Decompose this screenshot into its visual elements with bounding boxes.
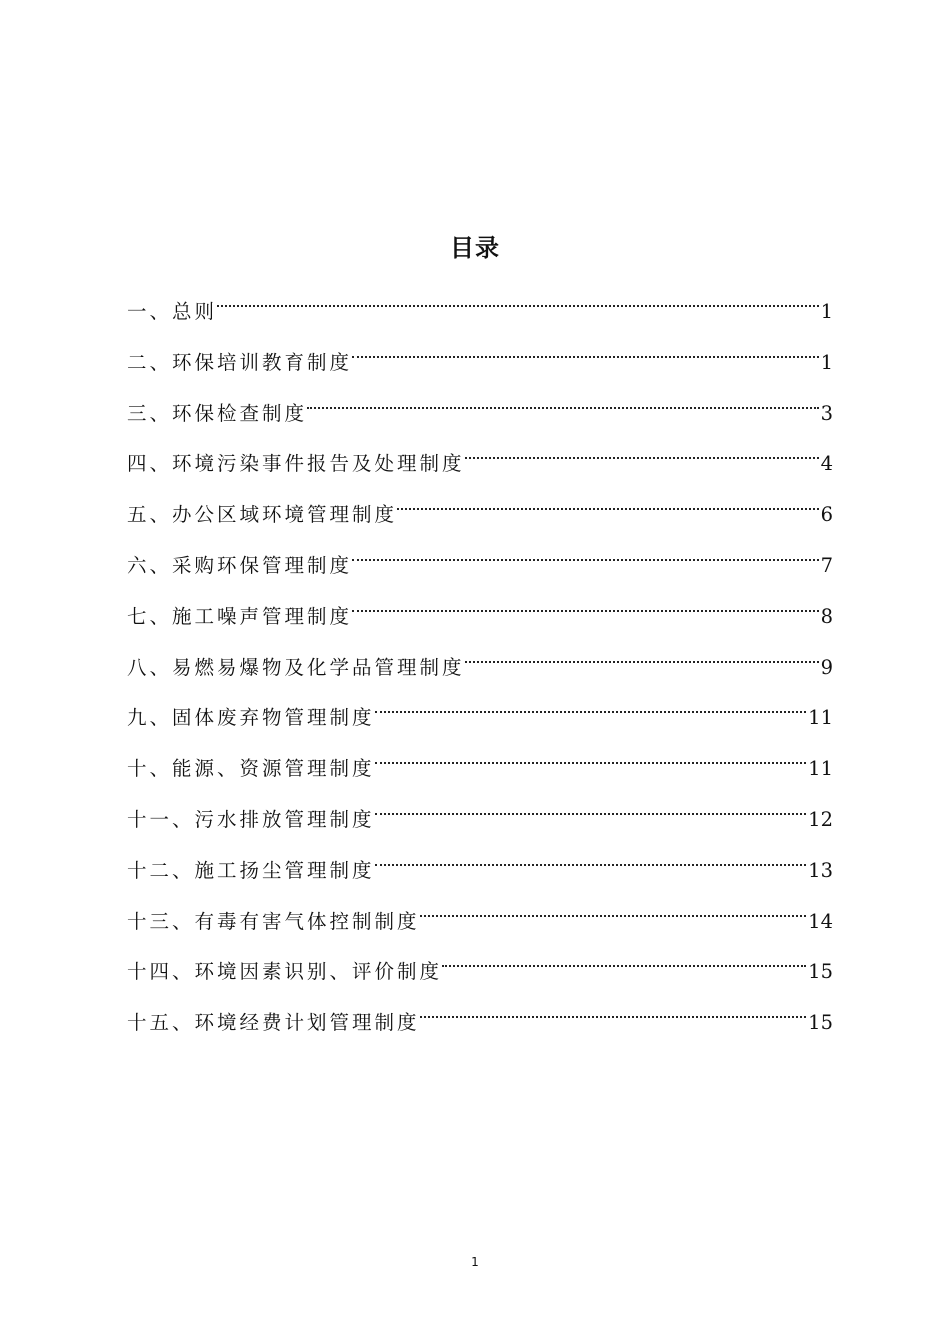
toc-entry[interactable] bbox=[127, 888, 833, 939]
toc-entry[interactable] bbox=[127, 786, 833, 837]
toc-entry[interactable] bbox=[127, 532, 833, 583]
toc-entry-page: 11 bbox=[808, 706, 833, 730]
toc-entry-label: 十二、施工扬尘管理制度 bbox=[127, 858, 375, 882]
toc-dot-leader bbox=[307, 380, 819, 420]
toc-entry[interactable] bbox=[127, 837, 833, 888]
toc-entry[interactable] bbox=[127, 430, 833, 481]
toc-entry-page: 15 bbox=[808, 1011, 833, 1035]
toc-entry-label: 八、易燃易爆物及化学品管理制度 bbox=[127, 655, 465, 679]
toc-entry[interactable] bbox=[127, 583, 833, 634]
toc-dot-leader bbox=[375, 786, 807, 826]
toc-entry-page: 4 bbox=[820, 452, 833, 476]
toc-entry-label: 十一、污水排放管理制度 bbox=[127, 807, 375, 831]
toc-entry-label: 一、总则 bbox=[127, 300, 218, 323]
toc-entry[interactable] bbox=[127, 735, 833, 786]
toc-entry-page: 12 bbox=[808, 807, 833, 831]
toc-dot-leader bbox=[465, 430, 819, 470]
toc-entry-label: 十、能源、资源管理制度 bbox=[127, 757, 375, 781]
toc-dot-leader bbox=[352, 329, 819, 369]
toc-entry[interactable] bbox=[127, 278, 833, 329]
toc-entry-label: 十三、有毒有害气体控制制度 bbox=[127, 909, 420, 933]
toc-entry[interactable] bbox=[127, 989, 833, 1040]
toc-dot-leader bbox=[352, 583, 819, 623]
toc-dot-leader bbox=[375, 837, 807, 877]
toc-entry-label: 十四、环境因素识别、评价制度 bbox=[127, 960, 443, 984]
toc-dot-leader bbox=[217, 278, 819, 318]
toc-dot-leader bbox=[465, 634, 819, 674]
toc-entry-page: 8 bbox=[820, 604, 833, 628]
toc-entry-page: 7 bbox=[820, 553, 833, 577]
toc-entry[interactable] bbox=[127, 938, 833, 989]
toc-entry[interactable] bbox=[127, 481, 833, 532]
toc-dot-leader bbox=[397, 481, 819, 521]
toc-entry-label: 十五、环境经费计划管理制度 bbox=[127, 1011, 420, 1035]
toc-entry-label: 二、环保培训教育制度 bbox=[127, 350, 353, 374]
toc-entry[interactable] bbox=[127, 329, 833, 380]
toc-entry-label: 九、固体废弃物管理制度 bbox=[127, 706, 375, 730]
page-number: 1 bbox=[471, 1255, 479, 1269]
toc-entry-label: 四、环境污染事件报告及处理制度 bbox=[127, 452, 465, 476]
toc-entry-page: 11 bbox=[808, 757, 833, 781]
toc-entry-page: 14 bbox=[808, 909, 833, 933]
toc-dot-leader bbox=[352, 532, 819, 572]
table-of-contents bbox=[127, 278, 833, 1040]
toc-entry-label: 七、施工噪声管理制度 bbox=[127, 604, 353, 628]
toc-dot-leader bbox=[375, 684, 807, 724]
toc-dot-leader bbox=[420, 888, 807, 928]
toc-entry-page: 13 bbox=[808, 858, 833, 882]
toc-entry-page: 9 bbox=[820, 655, 833, 679]
toc-dot-leader bbox=[420, 989, 807, 1029]
toc-title: 目录 bbox=[450, 234, 500, 262]
toc-entry-page: 1 bbox=[820, 350, 833, 374]
toc-entry[interactable] bbox=[127, 380, 833, 431]
toc-dot-leader bbox=[375, 735, 807, 775]
toc-entry-page: 1 bbox=[820, 300, 833, 323]
toc-entry-page: 15 bbox=[808, 960, 833, 984]
toc-dot-leader bbox=[442, 938, 806, 978]
toc-entry-label: 五、办公区域环境管理制度 bbox=[127, 503, 398, 527]
toc-entry[interactable] bbox=[127, 634, 833, 685]
toc-entry-label: 三、环保检查制度 bbox=[127, 401, 308, 425]
toc-entry[interactable] bbox=[127, 684, 833, 735]
toc-entry-label: 六、采购环保管理制度 bbox=[127, 553, 353, 577]
toc-entry-page: 3 bbox=[820, 401, 833, 425]
toc-entry-page: 6 bbox=[820, 503, 833, 527]
